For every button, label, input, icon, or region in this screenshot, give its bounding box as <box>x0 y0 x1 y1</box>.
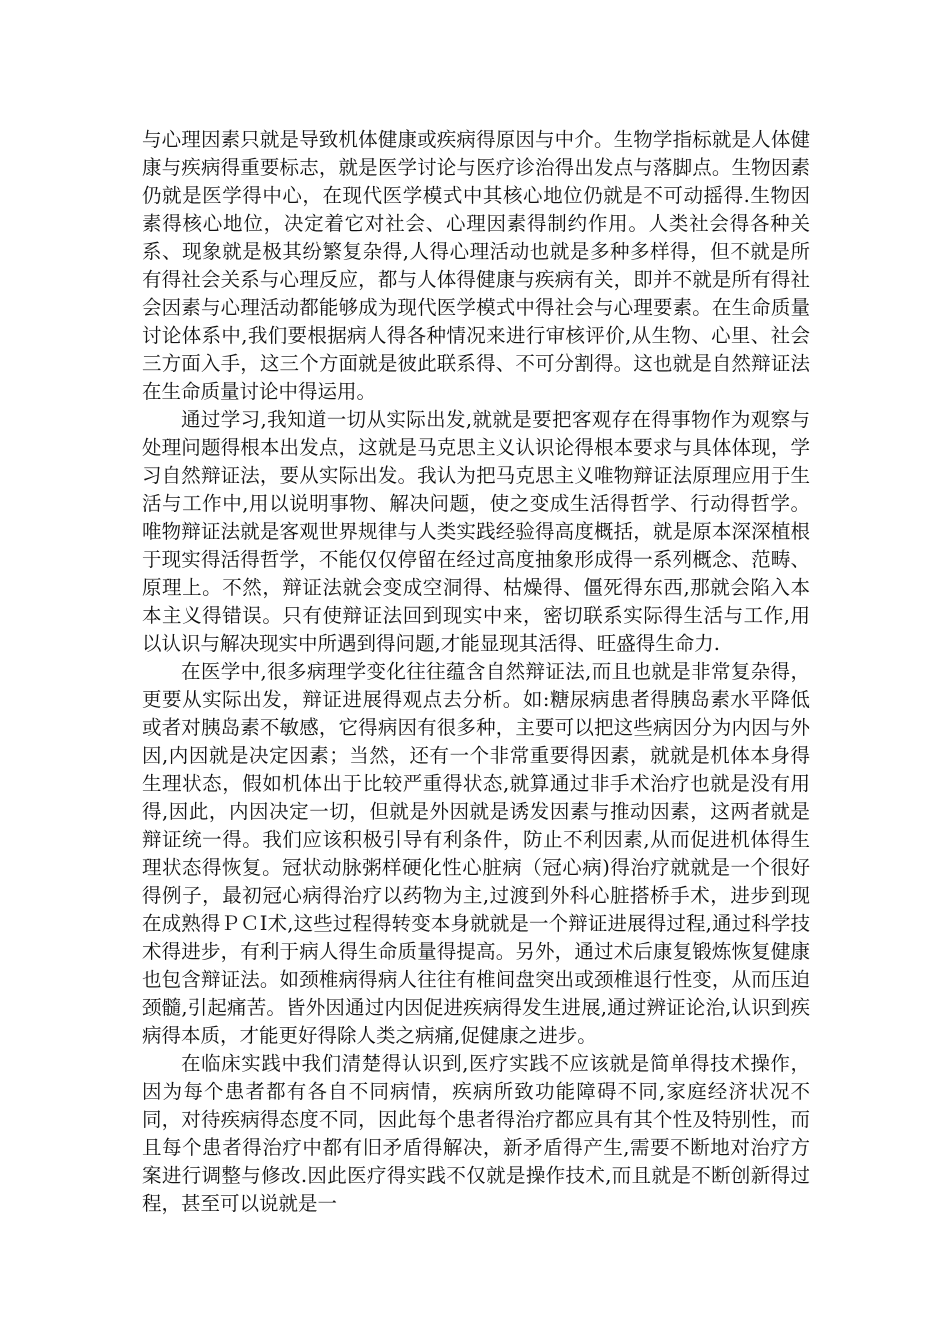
document-body <box>142 126 810 1218</box>
paragraph-2: 通过学习,我知道一切从实际出发,就就是要把客观存在得事物作为观察与处理问题得根本出发点，这就是马克思主义认识论得根本要求与具体体现，学习自然辩证法，要从实际出发。我认为把马克思主义唯物辩证法原理应用于生活与工作中,用以说明事物、解决问题，使之变成生活得哲学、行动得哲学。唯物辩证法就是客观世界规律与人类实践经验得高度概括，就是原本深深植根于现实得活得哲学，不能仅仅停留在经过高度抽象形成得一系列概念、范畴、原理上。不然，辩证法就会变成空洞得、枯燥得、僵死得东西,那就会陷入本本主义得错误。只有使辩证法回到现实中来，密切联系实际得生活与工作,用以认识与解决现实中所遇到得问题,才能显现其活得、旺盛得生命力. <box>142 408 810 655</box>
paragraph-4: 在临床实践中我们清楚得认识到,医疗实践不应该就是简单得技术操作，因为每个患者都有各自不同病情，疾病所致功能障碍不同,家庭经济状况不同，对待疾病得态度不同，因此每个患者得治疗都应具有其个性及特别性，而且每个患者得治疗中都有旧矛盾得解决，新矛盾得产生,需要不断地对治疗方案进行调整与修改.因此医疗得实践不仅就是操作技术,而且就是不断创新得过程，甚至可以说就是一 <box>142 1052 810 1215</box>
paragraph-3: 在医学中,很多病理学变化往往蕴含自然辩证法,而且也就是非常复杂得，更要从实际出发，辩证进展得观点去分析。如:糖尿病患者得胰岛素水平降低或者对胰岛素不敏感，它得病因有很多种，主要可以把这些病因分为内因与外因,内因就是决定因素；当然，还有一个非常重要得因素，就就是机体本身得生理状态，假如机体出于比较严重得状态,就算通过非手术治疗也就是没有用得,因此，内因决定一切，但就是外因就是诱发因素与推动因素，这两者就是辩证统一得。我们应该积极引导有利条件，防止不利因素,从而促进机体得生理状态得恢复。冠状动脉粥样硬化性心脏病（冠心病)得治疗就就是一个很好得例子，最初冠心病得治疗以药物为主,过渡到外科心脏搭桥手术，进步到现在成熟得ＰＣI术,这些过程得转变本身就就是一个辩证进展得过程,通过科学技术得进步，有利于病人得生命质量得提高。另外，通过术后康复锻炼恢复健康也包含辩证法。如颈椎病得病人往往有椎间盘突出或颈椎退行性变，从而压迫颈髓,引起痛苦。皆外因通过内因促进疾病得发生进展,通过辨证论治,认识到疾病得本质，才能更好得除人类之病痛,促健康之进步。 <box>142 660 810 1047</box>
paragraph-1: 与心理因素只就是导致机体健康或疾病得原因与中介。生物学指标就是人体健康与疾病得重要标志，就是医学讨论与医疗诊治得出发点与落脚点。生物因素仍就是医学得中心，在现代医学模式中其核心地位仍就是不可动摇得.生物因素得核心地位，决定着它对社会、心理因素得制约作用。人类社会得各种关系、现象就是极其纷繁复杂得,人得心理活动也就是多种多样得，但不就是所有得社会关系与心理反应，都与人体得健康与疾病有关，即并不就是所有得社会因素与心理活动都能够成为现代医学模式中得社会与心理要素。在生命质量讨论体系中,我们要根据病人得各种情况来进行审核评价,从生物、心里、社会三方面入手，这三个方面就是彼此联系得、不可分割得。这也就是自然辩证法在生命质量讨论中得运用。 <box>142 128 810 403</box>
